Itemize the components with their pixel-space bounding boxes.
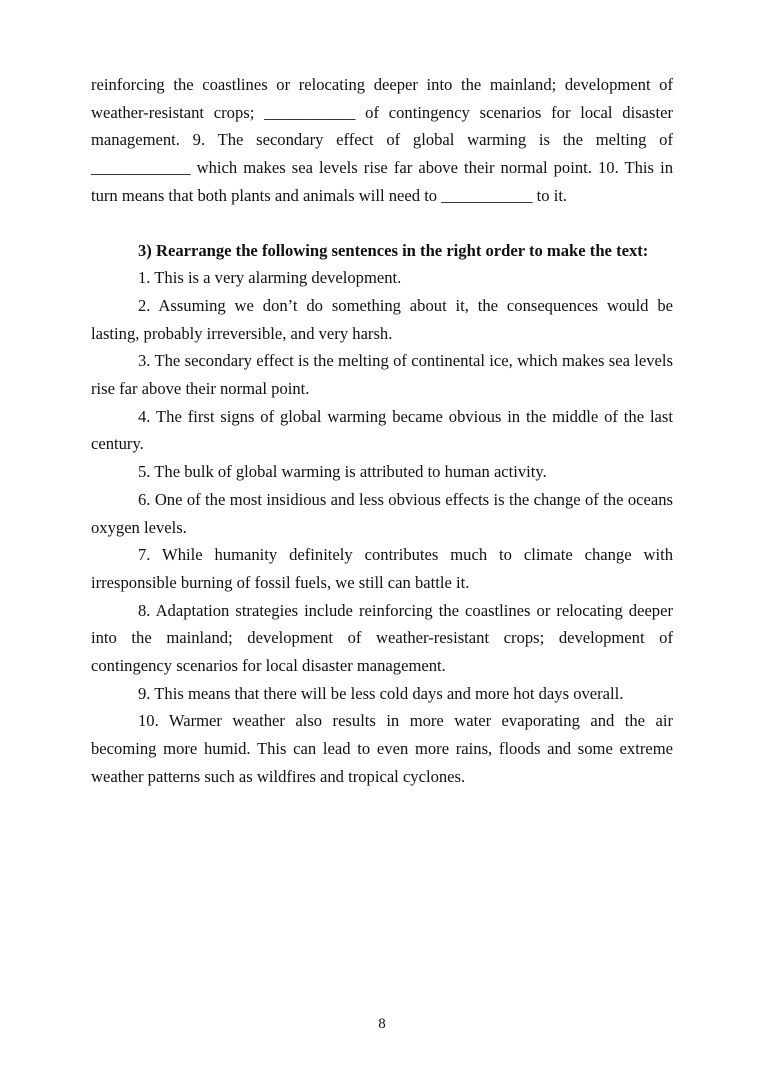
continued-paragraph: reinforcing the coastlines or relocating deeper into the mainland; development of weather-resistant crops; ___________ of contingency scenarios for local disaster management. 9. The secondary effect of global warming is the melting of ____________ which makes sea levels rise far above their normal point. 10. This in turn means that both plants and animals will need to ___________ to it. bbox=[91, 75, 673, 205]
sentence-item: 3. The secondary effect is the melting of continental ice, which makes sea levels rise far above their normal point. bbox=[91, 351, 673, 399]
page-body bbox=[91, 71, 673, 791]
sentence-item: 2. Assuming we don’t do something about it, the consequences would be lasting, probably irreversible, and very harsh. bbox=[91, 295, 673, 343]
sentence-item: 4. The first signs of global warming became obvious in the middle of the last century. bbox=[91, 406, 673, 454]
sentence-item: 9. This means that there will be less cold days and more hot days overall. bbox=[138, 683, 624, 703]
section-spacer bbox=[91, 210, 673, 237]
sentence-item: 7. While humanity definitely contributes much to climate change with irresponsible burning of fossil fuels, we still can battle it. bbox=[91, 545, 673, 592]
sentence-list bbox=[91, 264, 673, 790]
exercise-heading: 3) Rearrange the following sentences in the right order to make the text: bbox=[138, 240, 649, 260]
sentence-item: 1. This is a very alarming development. bbox=[138, 268, 402, 288]
sentence-item: 5. The bulk of global warming is attributed to human activity. bbox=[138, 462, 547, 482]
sentence-item: 10. Warmer weather also results in more water evaporating and the air becoming more humid. This can lead to even more rains, floods and some extreme weather patterns such as wildfires and tropical cyclones. bbox=[91, 711, 673, 786]
sentence-item: 6. One of the most insidious and less obvious effects is the change of the oceans oxygen levels. bbox=[91, 489, 673, 537]
sentence-item: 8. Adaptation strategies include reinforcing the coastlines or relocating deeper into the mainland; development of weather-resistant crops; development of contingency scenarios for local disaster management. bbox=[91, 600, 673, 676]
page-number: 8 bbox=[378, 1016, 386, 1032]
